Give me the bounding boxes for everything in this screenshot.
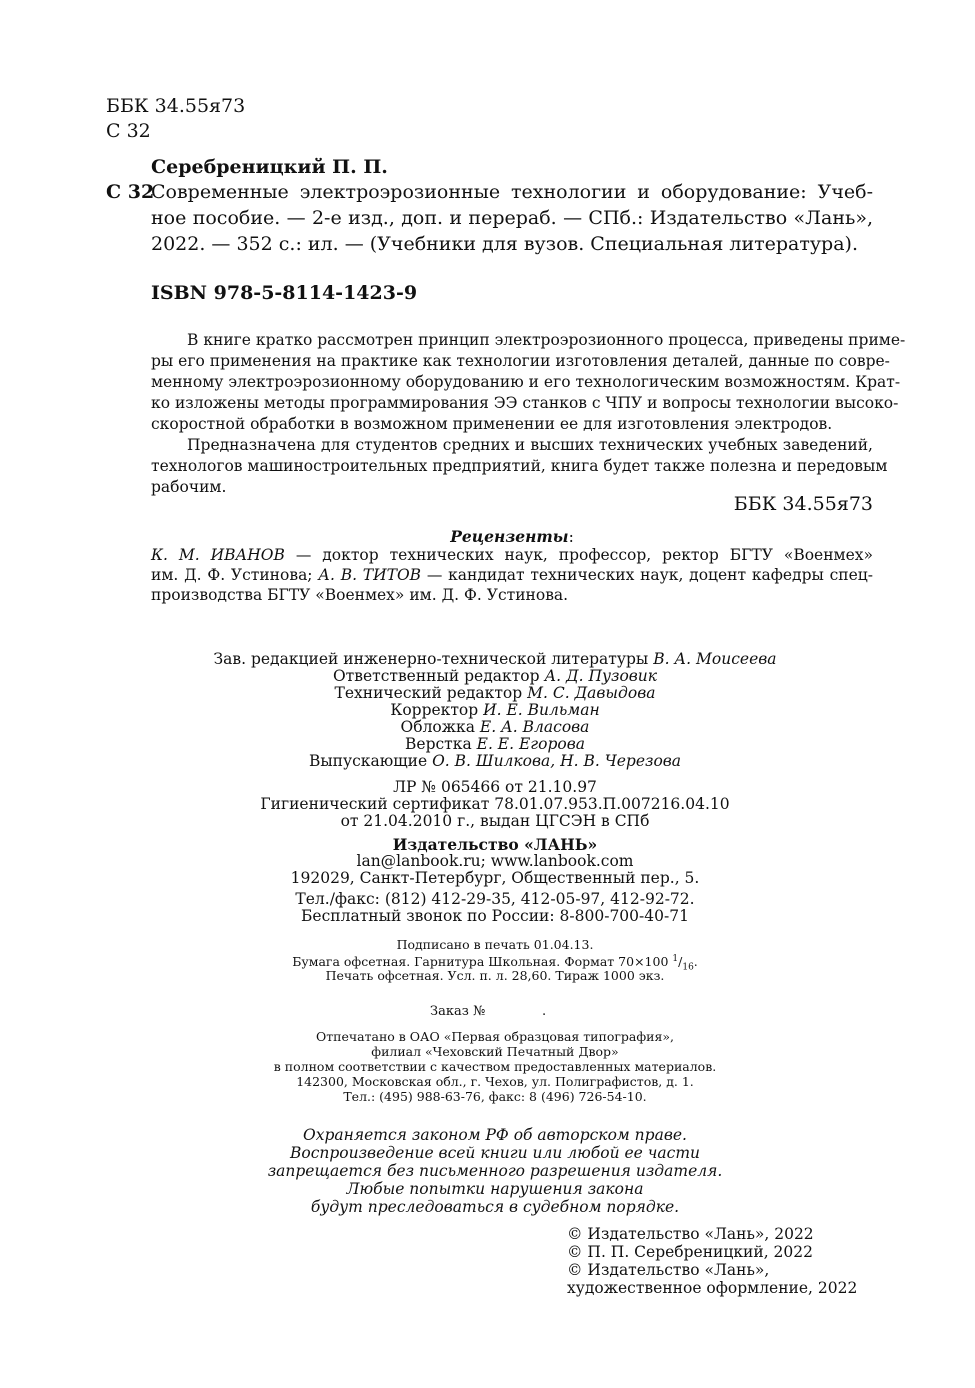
annotation (151, 331, 906, 499)
reviewers-title-text: Рецензенты (450, 527, 569, 546)
staff-line (130, 719, 860, 736)
license-line: от 21.04.2010 г., выдан ЦГСЭН в СПб (340, 812, 650, 830)
author-code: С 32 (106, 181, 155, 203)
reviewer-line: производства БГТУ «Военмех» им. Д. Ф. Устинова. (151, 586, 569, 604)
publisher-address: 192029, Санкт-Петербург, Общественный пер., 5. (290, 869, 700, 887)
annotation-line: ко изложены методы программирования ЭЭ станков с ЧПУ и вопросы технологии высоко- (151, 394, 899, 412)
publisher-web: lan@lanbook.ru; www.lanbook.com (356, 852, 634, 870)
print-press: Печать офсетная. Усл. п. л. 28,60. Тираж 1000 экз. (325, 968, 665, 983)
staff-name: Е. Е. Егорова (476, 735, 585, 753)
reviewer-desc: — кандидат технических наук, доцент кафедры спец- (421, 566, 873, 584)
annotation-line: В книге кратко рассмотрен принцип электроэрозионного процесса, приведены приме- (187, 331, 906, 349)
license-line: ЛР № 065466 от 21.10.97 (393, 778, 597, 796)
staff-line (130, 668, 860, 685)
colon: : (568, 528, 574, 546)
annotation-line: технологов машиностроительных предприятий, книга будет также полезна и передовым (151, 457, 888, 475)
staff-role: Зав. редакцией инженерно-технической литературы (213, 650, 654, 668)
publisher-phone: Тел./факс: (812) 412-29-35, 412-05-97, 412-92-72. (295, 890, 695, 908)
library-code: С 32 (106, 120, 151, 142)
copyright-line: © П. П. Серебреницкий, 2022 (567, 1243, 814, 1261)
printer-line: филиал «Чеховский Печатный Двор» (371, 1044, 619, 1059)
copyright-notice (130, 1127, 860, 1217)
copyright-line: © Издательство «Лань», (567, 1261, 770, 1279)
license-line: Гигиенический сертификат 78.01.07.953.П.007216.04.10 (260, 795, 730, 813)
staff-name: И. Е. Вильман (483, 701, 600, 719)
staff-role: Ответственный редактор (332, 667, 545, 685)
order-dot: . (542, 1004, 547, 1019)
reviewer-line (151, 566, 873, 586)
staff-name: В. А. Моисеева (653, 650, 777, 668)
fraction-numerator: 1 (672, 954, 679, 964)
publisher-name: Издательство «ЛАНЬ» (392, 835, 598, 854)
order-label: Заказ № (430, 1004, 486, 1019)
printer-line: в полном соответствии с качеством предоставленных материалов. (273, 1059, 717, 1074)
staff-name: Е. А. Власова (479, 718, 590, 736)
printer-block (130, 1030, 860, 1105)
staff-name: О. В. Шилкова, Н. В. Черезова (432, 752, 682, 770)
staff-role: Обложка (400, 718, 480, 736)
print-paper-end: . (693, 954, 698, 970)
print-info (130, 938, 860, 983)
staff-name: А. Д. Пузовик (544, 667, 658, 685)
reviewer-desc: им. Д. Ф. Устинова; (151, 566, 319, 584)
printer-line: Отпечатано в ОАО «Первая образцовая типография», (315, 1029, 674, 1044)
copyrights (567, 1226, 857, 1298)
notice-line: Охраняется законом РФ об авторском праве. (303, 1126, 687, 1144)
staff-role: Корректор (390, 701, 484, 719)
annotation-line: менному электроэрозионному оборудованию и его технологическим возможностям. Крат- (151, 373, 901, 391)
staff-line (130, 651, 860, 668)
staff-line (130, 685, 860, 702)
printer-line: 142300, Московская обл., г. Чехов, ул. Полиграфистов, д. 1. (296, 1074, 694, 1089)
publisher-block (130, 836, 860, 925)
notice-line: Любые попытки нарушения закона (346, 1180, 644, 1198)
notice-line: будут преследоваться в судебном порядке. (310, 1198, 680, 1216)
print-paper: Бумага офсетная. Гарнитура Школьная. Формат 70×100 $^1/_{16}$. (292, 954, 698, 973)
reviewers-title (151, 527, 873, 546)
staff-list (130, 651, 860, 770)
fraction-denominator: 16 (682, 962, 694, 973)
reviewer-name: А. В. ТИТОВ (318, 566, 422, 584)
reviewer-desc: — доктор технических наук, профессор, ректор БГТУ «Военмех» (284, 546, 874, 564)
print-paper-text: Бумага офсетная. Гарнитура Школьная. Формат 70×100 (292, 954, 673, 970)
staff-role: Верстка (405, 735, 477, 753)
author: Серебреницкий П. П. (151, 156, 388, 178)
notice-line: запрещается без письменного разрешения издателя. (267, 1162, 723, 1180)
title-line-2: ное пособие. — 2-е изд., доп. и перераб. — СПб.: Издательство «Лань», (151, 207, 873, 229)
annotation-line: Предназначена для студентов средних и высших технических учебных заведений, (187, 436, 873, 454)
copyright-line: © Издательство «Лань», 2022 (567, 1225, 814, 1243)
notice-line: Воспроизведение всей книги или любой ее части (289, 1144, 701, 1162)
isbn: ISBN 978-5-8114-1423-9 (151, 282, 418, 304)
staff-line (130, 753, 860, 770)
bbk-index-right: ББК 34.55я73 (733, 493, 873, 515)
staff-role: Выпускающие (308, 752, 433, 770)
staff-name: М. С. Давыдова (527, 684, 656, 702)
reviewer-name: К. М. ИВАНОВ (151, 546, 285, 564)
staff-line (130, 736, 860, 753)
annotation-line: скоростной обработки в возможном применении ее для изготовления электродов. (151, 415, 833, 433)
staff-line (130, 702, 860, 719)
reviewer-line (151, 546, 873, 566)
publisher-freephone: Бесплатный звонок по России: 8-800-700-40-71 (301, 907, 689, 925)
reviewers (151, 546, 873, 606)
copyright-line: художественное оформление, 2022 (567, 1279, 858, 1297)
annotation-line: ры его применения на практике как технологии изготовления деталей, данные по совре- (151, 352, 890, 370)
print-signed: Подписано в печать 01.04.13. (396, 937, 594, 952)
title-line-1: Современные электроэрозионные технологии и оборудование: Учеб- (151, 181, 873, 203)
title-line-3: 2022. — 352 с.: ил. — (Учебники для вузов. Специальная литература). (151, 233, 858, 255)
printer-line: Тел.: (495) 988-63-76, факс: 8 (496) 726-54-10. (343, 1089, 647, 1104)
license-block (130, 779, 860, 830)
bbk-index: ББК 34.55я73 (106, 95, 246, 117)
annotation-line: рабочим. (151, 478, 227, 496)
staff-role: Технический редактор (334, 684, 528, 702)
